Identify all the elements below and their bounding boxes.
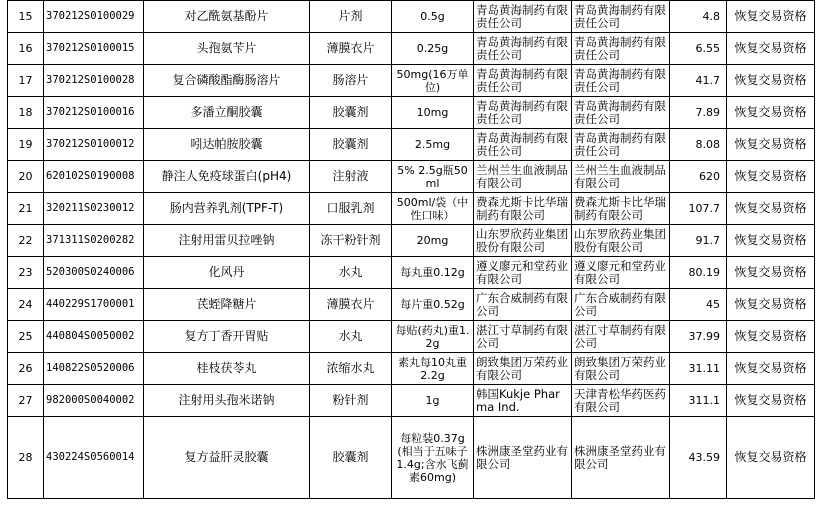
dosage-form: 水丸 [310, 321, 392, 353]
remark: 恢复交易资格 [727, 161, 815, 193]
table-body [8, 1, 815, 499]
dosage-form: 粉针剂 [310, 385, 392, 417]
specification: 5% 2.5g瓶50ml [392, 161, 474, 193]
specification: 每丸重0.12g [392, 257, 474, 289]
drug-name: 静注人免疫球蛋白(pH4) [144, 161, 310, 193]
specification: 0.25g [392, 33, 474, 65]
applicant-company: 青岛黄海制药有限责任公司 [572, 97, 670, 129]
dosage-form: 浓缩水丸 [310, 353, 392, 385]
row-number: 23 [8, 257, 44, 289]
manufacturer: 韩国Kukje Pharma Ind. [474, 385, 572, 417]
applicant-company: 兰州兰生血液制品有限公司 [572, 161, 670, 193]
specification: 每粒装0.37g(相当于五味子1.4g;含水飞蓟素60mg) [392, 417, 474, 499]
manufacturer: 青岛黄海制药有限责任公司 [474, 1, 572, 33]
remark: 恢复交易资格 [727, 65, 815, 97]
manufacturer: 费森尤斯卡比华瑞制药有限公司 [474, 193, 572, 225]
drug-name: 吲达帕胺胶囊 [144, 129, 310, 161]
drug-code: 370212S0100029 [44, 1, 144, 33]
manufacturer: 山东罗欣药业集团股份有限公司 [474, 225, 572, 257]
drug-code: 371311S0200282 [44, 225, 144, 257]
applicant-company: 朗致集团万荣药业有限公司 [572, 353, 670, 385]
price: 4.8 [670, 1, 727, 33]
specification: 10mg [392, 97, 474, 129]
drug-code: 982000S0040002 [44, 385, 144, 417]
applicant-company: 遵义廖元和堂药业有限公司 [572, 257, 670, 289]
table-row [8, 1, 815, 33]
table-row [8, 289, 815, 321]
drug-list-sheet [7, 0, 814, 499]
dosage-form: 胶囊剂 [310, 417, 392, 499]
specification: 20mg [392, 225, 474, 257]
remark: 恢复交易资格 [727, 417, 815, 499]
manufacturer: 青岛黄海制药有限责任公司 [474, 33, 572, 65]
price: 80.19 [670, 257, 727, 289]
drug-code: 620102S0190008 [44, 161, 144, 193]
price: 43.59 [670, 417, 727, 499]
drug-name: 复方益肝灵胶囊 [144, 417, 310, 499]
drug-code: 320211S0230012 [44, 193, 144, 225]
price: 6.55 [670, 33, 727, 65]
drug-name: 肠内营养乳剂(TPF-T) [144, 193, 310, 225]
table-row [8, 257, 815, 289]
price: 91.7 [670, 225, 727, 257]
table-row [8, 353, 815, 385]
table-row [8, 321, 815, 353]
row-number: 18 [8, 97, 44, 129]
remark: 恢复交易资格 [727, 33, 815, 65]
row-number: 28 [8, 417, 44, 499]
drug-name: 化风丹 [144, 257, 310, 289]
row-number: 19 [8, 129, 44, 161]
drug-table [7, 0, 815, 499]
row-number: 21 [8, 193, 44, 225]
drug-code: 430224S0560014 [44, 417, 144, 499]
manufacturer: 青岛黄海制药有限责任公司 [474, 97, 572, 129]
table-row [8, 33, 815, 65]
row-number: 16 [8, 33, 44, 65]
drug-name: 桂枝茯苓丸 [144, 353, 310, 385]
specification: 50mg(16万单位) [392, 65, 474, 97]
table-row [8, 385, 815, 417]
dosage-form: 冻干粉针剂 [310, 225, 392, 257]
row-number: 15 [8, 1, 44, 33]
drug-name: 复方丁香开胃贴 [144, 321, 310, 353]
manufacturer: 青岛黄海制药有限责任公司 [474, 65, 572, 97]
applicant-company: 天津青松华药医药有限公司 [572, 385, 670, 417]
row-number: 17 [8, 65, 44, 97]
drug-name: 多潘立酮胶囊 [144, 97, 310, 129]
drug-name: 注射用头孢米诺钠 [144, 385, 310, 417]
drug-code: 370212S0100012 [44, 129, 144, 161]
dosage-form: 水丸 [310, 257, 392, 289]
table-row [8, 225, 815, 257]
specification: 1g [392, 385, 474, 417]
table-row [8, 417, 815, 499]
remark: 恢复交易资格 [727, 129, 815, 161]
dosage-form: 胶囊剂 [310, 97, 392, 129]
remark: 恢复交易资格 [727, 385, 815, 417]
drug-name: 芪蛭降糖片 [144, 289, 310, 321]
row-number: 22 [8, 225, 44, 257]
drug-code: 140822S0520006 [44, 353, 144, 385]
dosage-form: 注射液 [310, 161, 392, 193]
table-row [8, 65, 815, 97]
price: 31.11 [670, 353, 727, 385]
manufacturer: 朗致集团万荣药业有限公司 [474, 353, 572, 385]
applicant-company: 株洲康圣堂药业有限公司 [572, 417, 670, 499]
price: 107.7 [670, 193, 727, 225]
price: 7.89 [670, 97, 727, 129]
price: 41.7 [670, 65, 727, 97]
manufacturer: 青岛黄海制药有限责任公司 [474, 129, 572, 161]
manufacturer: 兰州兰生血液制品有限公司 [474, 161, 572, 193]
dosage-form: 肠溶片 [310, 65, 392, 97]
drug-name: 注射用雷贝拉唑钠 [144, 225, 310, 257]
price: 45 [670, 289, 727, 321]
drug-code: 370212S0100028 [44, 65, 144, 97]
price: 8.08 [670, 129, 727, 161]
applicant-company: 费森尤斯卡比华瑞制药有限公司 [572, 193, 670, 225]
row-number: 24 [8, 289, 44, 321]
dosage-form: 薄膜衣片 [310, 289, 392, 321]
drug-code: 370212S0100015 [44, 33, 144, 65]
drug-code: 440804S0050002 [44, 321, 144, 353]
dosage-form: 薄膜衣片 [310, 33, 392, 65]
drug-name: 头孢氨苄片 [144, 33, 310, 65]
manufacturer: 株洲康圣堂药业有限公司 [474, 417, 572, 499]
table-row [8, 193, 815, 225]
remark: 恢复交易资格 [727, 353, 815, 385]
specification: 每片重0.52g [392, 289, 474, 321]
specification: 0.5g [392, 1, 474, 33]
applicant-company: 广东合威制药有限公司 [572, 289, 670, 321]
row-number: 20 [8, 161, 44, 193]
specification: 2.5mg [392, 129, 474, 161]
specification: 每贴(药丸)重1.2g [392, 321, 474, 353]
specification: 素丸每10丸重2.2g [392, 353, 474, 385]
remark: 恢复交易资格 [727, 97, 815, 129]
table-row [8, 97, 815, 129]
row-number: 26 [8, 353, 44, 385]
price: 37.99 [670, 321, 727, 353]
manufacturer: 广东合威制药有限公司 [474, 289, 572, 321]
specification: 500ml/袋（中性口味） [392, 193, 474, 225]
price: 311.1 [670, 385, 727, 417]
applicant-company: 湛江寸草制药有限公司 [572, 321, 670, 353]
drug-name: 对乙酰氨基酚片 [144, 1, 310, 33]
row-number: 27 [8, 385, 44, 417]
dosage-form: 胶囊剂 [310, 129, 392, 161]
table-row [8, 161, 815, 193]
drug-name: 复合磷酸酯酶肠溶片 [144, 65, 310, 97]
applicant-company: 青岛黄海制药有限责任公司 [572, 129, 670, 161]
dosage-form: 口服乳剂 [310, 193, 392, 225]
row-number: 25 [8, 321, 44, 353]
remark: 恢复交易资格 [727, 193, 815, 225]
manufacturer: 遵义廖元和堂药业有限公司 [474, 257, 572, 289]
applicant-company: 青岛黄海制药有限责任公司 [572, 65, 670, 97]
applicant-company: 青岛黄海制药有限责任公司 [572, 1, 670, 33]
drug-code: 440229S1700001 [44, 289, 144, 321]
remark: 恢复交易资格 [727, 257, 815, 289]
dosage-form: 片剂 [310, 1, 392, 33]
applicant-company: 青岛黄海制药有限责任公司 [572, 33, 670, 65]
remark: 恢复交易资格 [727, 289, 815, 321]
applicant-company: 山东罗欣药业集团股份有限公司 [572, 225, 670, 257]
remark: 恢复交易资格 [727, 225, 815, 257]
drug-code: 370212S0100016 [44, 97, 144, 129]
remark: 恢复交易资格 [727, 321, 815, 353]
price: 620 [670, 161, 727, 193]
drug-code: 520300S0240006 [44, 257, 144, 289]
table-row [8, 129, 815, 161]
manufacturer: 湛江寸草制药有限公司 [474, 321, 572, 353]
remark: 恢复交易资格 [727, 1, 815, 33]
